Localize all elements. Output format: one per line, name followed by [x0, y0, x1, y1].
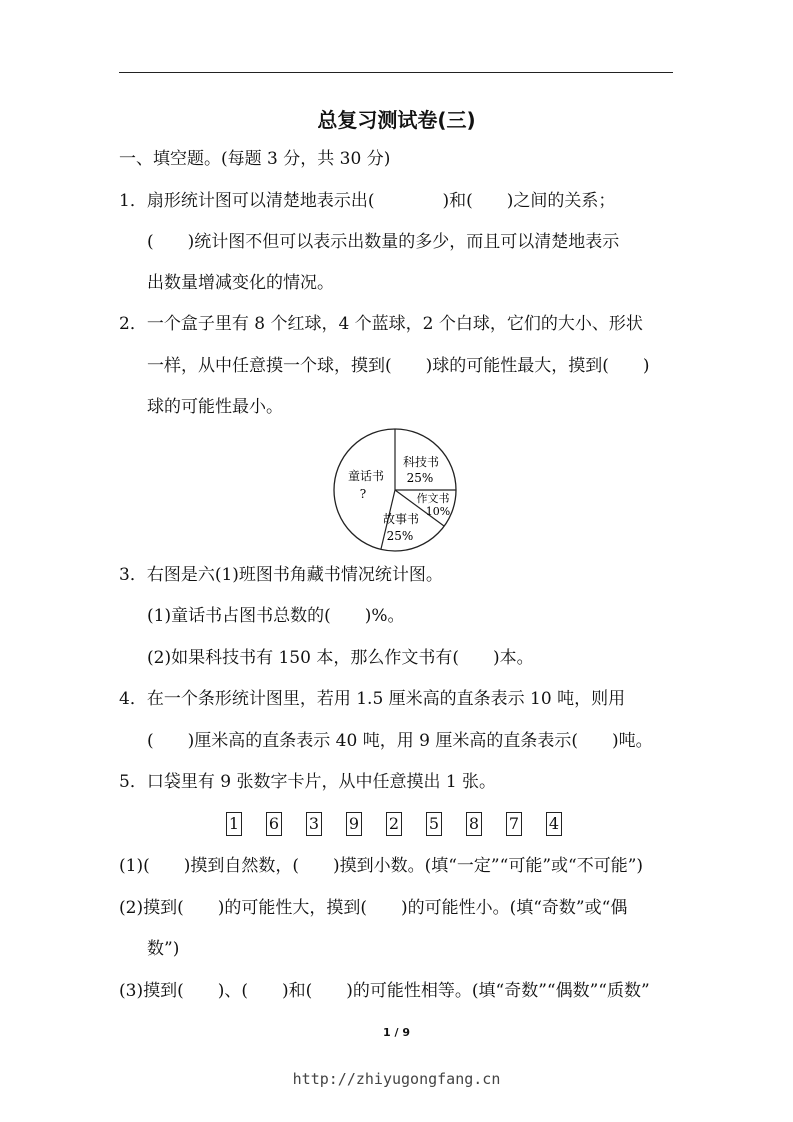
question-2-line-1: 2．一个盒子里有 8 个红球，4 个蓝球，2 个白球，它们的大小、形状	[119, 314, 643, 334]
number-card: 5	[426, 812, 442, 836]
page-number: 1 / 9	[383, 1026, 410, 1039]
number-card: 7	[506, 812, 522, 836]
question-4-line-2: ( )厘米高的直条表示 40 吨，用 9 厘米高的直条表示( )吨。	[147, 731, 653, 751]
question-5-sub-1: (1)( )摸到自然数，( )摸到小数。(填“一定”“可能”或“不可能”)	[119, 856, 644, 876]
number-card: 4	[546, 812, 562, 836]
question-1-line-3: 出数量增减变化的情况。	[147, 273, 334, 293]
question-3-sub-1: (1)童话书占图书总数的( )%。	[147, 606, 405, 626]
number-card: 2	[386, 812, 402, 836]
pie-label-tonghua: 童话书	[347, 469, 385, 483]
question-1-line-2: ( )统计图不但可以表示出数量的多少，而且可以清楚地表示	[147, 232, 620, 252]
page-title: 总复习测试卷(三)	[317, 108, 476, 132]
question-3-sub-2: (2)如果科技书有 150 本，那么作文书有( )本。	[147, 648, 534, 668]
header-rule	[119, 72, 673, 73]
number-card: 8	[466, 812, 482, 836]
question-3-line-1: 3．右图是六(1)班图书角藏书情况统计图。	[119, 565, 443, 585]
book-pie-chart	[333, 428, 459, 554]
question-5-sub-2-line-1: (2)摸到( )的可能性大，摸到( )的可能性小。(填“奇数”或“偶	[119, 898, 628, 918]
question-2-line-3: 球的可能性最小。	[147, 397, 283, 417]
pie-value-keji: 25%	[406, 471, 434, 485]
number-card: 9	[346, 812, 362, 836]
question-1-line-1: 1．扇形统计图可以清楚地表示出( )和( )之间的关系；	[119, 191, 616, 211]
question-5-sub-3: (3)摸到( )、( )和( )的可能性相等。(填“奇数”“偶数”“质数”	[119, 981, 650, 1001]
section-heading: 一、填空题。(每题 3 分，共 30 分)	[119, 149, 391, 169]
number-card: 1	[226, 812, 242, 836]
pie-value-tonghua: ?	[359, 487, 367, 501]
number-card: 3	[306, 812, 322, 836]
question-5-sub-2-line-2: 数”)	[147, 939, 180, 959]
question-5-line-1: 5．口袋里有 9 张数字卡片，从中任意摸出 1 张。	[119, 772, 497, 792]
pie-value-zuowen: 10%	[425, 505, 451, 518]
pie-value-gushi: 25%	[386, 529, 414, 543]
number-cards	[226, 812, 586, 836]
footer-url[interactable]: http://zhiyugongfang.cn	[292, 1070, 501, 1088]
number-card: 6	[266, 812, 282, 836]
pie-label-gushi: 故事书	[382, 512, 420, 526]
question-4-line-1: 4．在一个条形统计图里，若用 1.5 厘米高的直条表示 10 吨，则用	[119, 689, 626, 709]
pie-label-keji: 科技书	[402, 455, 440, 469]
question-2-line-2: 一样，从中任意摸一个球，摸到( )球的可能性最大，摸到( )	[147, 356, 650, 376]
pie-label-zuowen: 作文书	[416, 492, 450, 505]
